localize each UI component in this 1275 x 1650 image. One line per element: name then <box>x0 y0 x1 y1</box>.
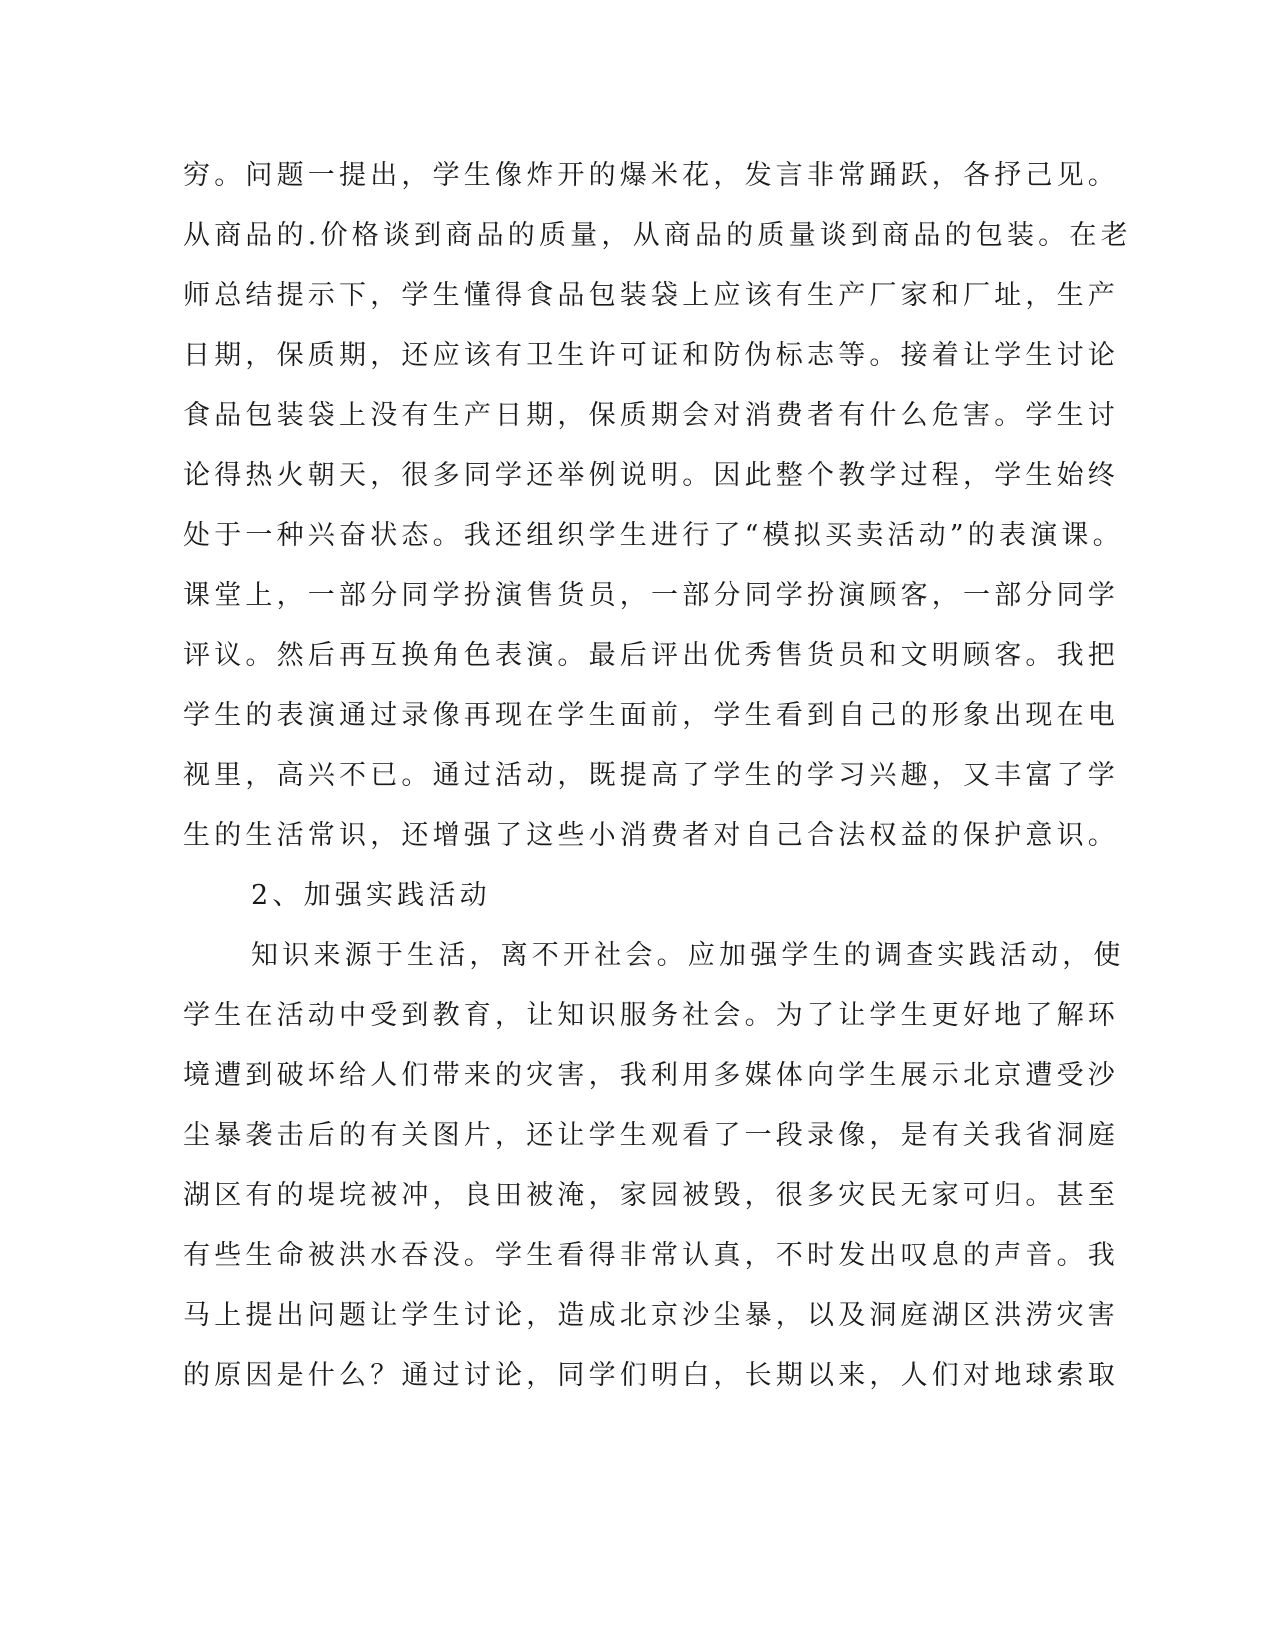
text-line: 论得热火朝天，很多同学还举例说明。因此整个教学过程，学生始终 <box>183 460 1119 491</box>
text-line: 视里，高兴不已。通过活动，既提高了学生的学习兴趣，又丰富了学 <box>183 760 1119 791</box>
text-line: 从商品的.价格谈到商品的质量，从商品的质量谈到商品的包装。在老 <box>183 220 1132 251</box>
text-line: 食品包装袋上没有生产日期，保质期会对消费者有什么危害。学生讨 <box>183 400 1119 431</box>
text-line: 学生在活动中受到教育，让知识服务社会。为了让学生更好地了解环 <box>183 1000 1119 1031</box>
section-heading: 2、加强实践活动 <box>251 880 491 911</box>
text-line: 知识来源于生活，离不开社会。应加强学生的调查实践活动，使 <box>251 940 1125 971</box>
text-line: 有些生命被洪水吞没。学生看得非常认真，不时发出叹息的声音。我 <box>183 1240 1119 1271</box>
text-line: 的原因是什么？通过讨论，同学们明白，长期以来，人们对地球索取 <box>183 1360 1119 1391</box>
text-line: 学生的表演通过录像再现在学生面前，学生看到自己的形象出现在电 <box>183 700 1119 731</box>
text-line: 评议。然后再互换角色表演。最后评出优秀售货员和文明顾客。我把 <box>183 640 1119 671</box>
text-line: 日期，保质期，还应该有卫生许可证和防伪标志等。接着让学生讨论 <box>183 340 1119 371</box>
text-line: 处于一种兴奋状态。我还组织学生进行了“模拟买卖活动”的表演课。 <box>183 520 1124 551</box>
text-line: 课堂上，一部分同学扮演售货员，一部分同学扮演顾客，一部分同学 <box>183 580 1119 611</box>
text-line: 境遭到破坏给人们带来的灾害，我利用多媒体向学生展示北京遭受沙 <box>183 1060 1119 1091</box>
document-page <box>183 146 1132 1406</box>
text-line: 师总结提示下，学生懂得食品包装袋上应该有生产厂家和厂址，生产 <box>183 280 1119 311</box>
text-line: 马上提出问题让学生讨论，造成北京沙尘暴，以及洞庭湖区洪涝灾害 <box>183 1300 1119 1331</box>
text-line: 穷。问题一提出，学生像炸开的爆米花，发言非常踊跃，各抒己见。 <box>183 160 1119 191</box>
text-line: 生的生活常识，还增强了这些小消费者对自己合法权益的保护意识。 <box>183 820 1119 851</box>
text-line: 湖区有的堤垸被冲，良田被淹，家园被毁，很多灾民无家可归。甚至 <box>183 1180 1119 1211</box>
text-line: 尘暴袭击后的有关图片，还让学生观看了一段录像，是有关我省洞庭 <box>183 1120 1119 1151</box>
